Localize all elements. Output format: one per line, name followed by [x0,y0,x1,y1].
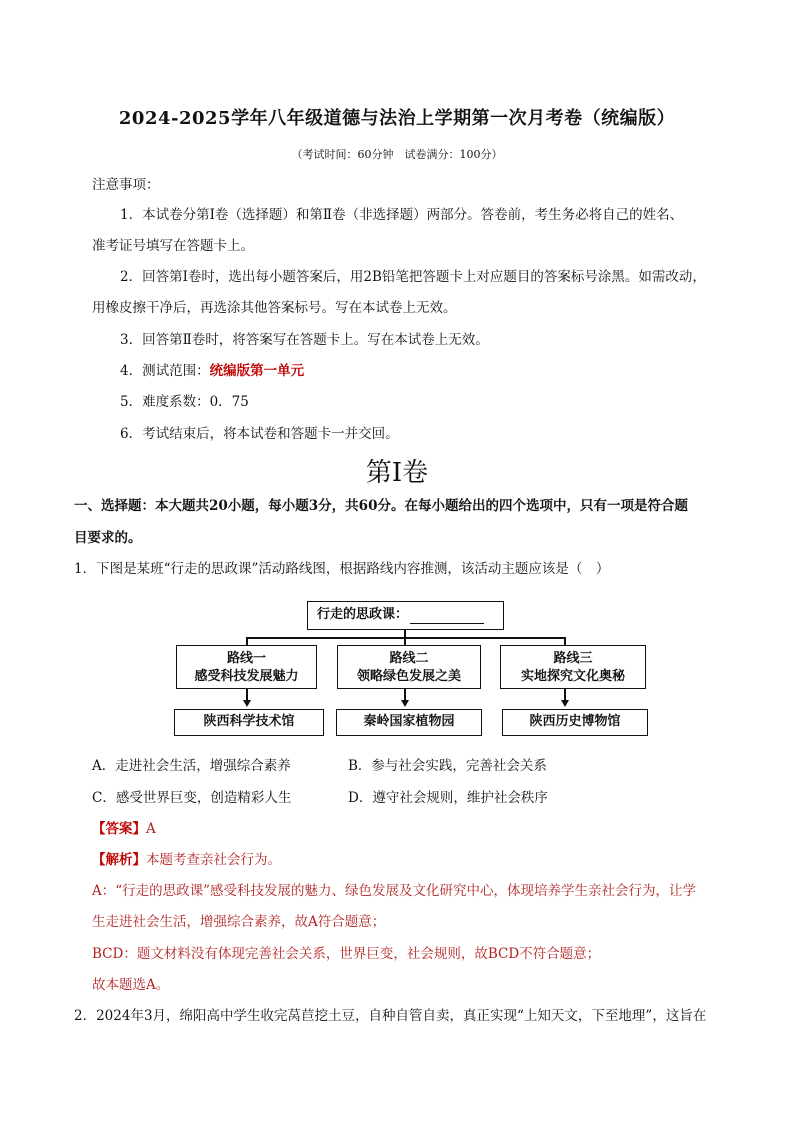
diagram-title: 行走的思政课： [317,607,409,622]
connector-line [404,637,406,645]
exam-title: 2024-2025学年八年级道德与法治上学期第一次月考卷（统编版） [118,108,676,129]
explanation-bcd: BCD：题文材料没有体现完善社会关系，世界巨变，社会规则，故BCD不符合题意； [92,946,601,962]
explanation-a-line-2: 生走进社会生活，增强综合素养，故A符合题意； [92,914,386,930]
route-diagram [174,598,648,738]
notice-item-6: 6．考试结束后，将本试卷和答题卡一并交回。 [120,426,399,442]
conclusion: 故本题选A。 [92,977,170,993]
notice-heading: 注意事项： [92,177,160,193]
option-a: A．走进社会生活，增强综合素养 [92,758,291,774]
route-2-place-box [336,709,482,736]
explanation-a-line-1: A：“行走的思政课”感受科技发展的魅力、绿色发展及文化研究中心，体现培养学生亲社会行为，让学 [92,883,697,899]
route-3-place-box [502,709,648,736]
connector-line [246,637,248,645]
exam-subtitle: （考试时间：60分钟 试卷满分：100分） [291,148,503,161]
section-instruction-line-2: 目要求的。 [74,530,142,546]
connector-line [564,637,566,645]
route-3-box [500,645,646,689]
test-scope-value: 统编版第一单元 [209,363,305,379]
option-b: B．参与社会实践，完善社会关系 [348,758,547,774]
notice-item-3: 3．回答第Ⅱ卷时，将答案写在答题卡上。写在本试卷上无效。 [120,332,489,348]
notice-item-4 [120,362,304,380]
notice-item-2-line-1: 2．回答第Ⅰ卷时，选出每小题答案后，用2B铅笔把答题卡上对应题目的答案标号涂黑。如需改动， [120,269,706,285]
question-1-stem: 1．下图是某班“行走的思政课”活动路线图，根据路线内容推测，该活动主题应该是（ ） [74,561,610,577]
analysis-text: 本题考查亲社会行为。 [146,852,281,868]
notice-item-2-line-2: 用橡皮擦干净后，再选涂其他答案标号。写在本试卷上无效。 [92,300,457,316]
connector-line [404,630,406,637]
route-3-place: 陕西历史博物馆 [529,714,621,729]
route-1-place-box [174,709,324,736]
option-c: C．感受世界巨变，创造精彩人生 [92,790,292,806]
route-1-box [176,645,317,689]
answer-value: A [146,821,156,837]
route-2-box [337,645,481,689]
route-3-theme: 实地探究文化奥秘 [520,669,625,684]
arrow-down-icon [401,700,409,707]
route-1-theme: 感受科技发展魅力 [194,669,299,684]
route-2-theme: 领略绿色发展之美 [356,669,461,684]
section-title: 第Ⅰ卷 [365,458,429,488]
notice-item-4-prefix: 4．测试范围： [120,363,210,379]
blank-line [410,610,484,624]
notice-item-5: 5．难度系数：0．75 [120,394,249,410]
analysis-label: 【解析】 [92,852,146,868]
notice-item-1-line-2: 准考证号填写在答题卡上。 [92,238,254,254]
arrow-down-icon [561,700,569,707]
connector-line [246,637,565,639]
route-3-name: 路线三 [553,651,593,666]
route-2-name: 路线二 [389,651,429,666]
arrow-down-icon [243,700,251,707]
notice-item-1-line-1: 1．本试卷分第Ⅰ卷（选择题）和第Ⅱ卷（非选择题）两部分。答卷前，考生务必将自己的姓名、 [120,207,684,223]
answer-line [92,820,156,838]
diagram-title-box [307,601,504,630]
route-1-name: 路线一 [226,651,266,666]
answer-label: 【答案】 [92,821,146,837]
route-1-place: 陕西科学技术馆 [203,714,295,729]
section-instruction-line-1: 一、选择题：本大题共20小题，每小题3分，共60分。在每小题给出的四个选项中，只有一项是符合题 [74,498,688,514]
option-d: D．遵守社会规则，维护社会秩序 [348,790,548,806]
question-2-stem: 2．2024年3月，绵阳高中学生收完莴苣挖土豆，自种自管自卖，真正实现“上知天文，下至地理”，这旨在 [74,1008,707,1024]
analysis-line [92,851,281,869]
route-2-place: 秦岭国家植物园 [363,714,455,729]
